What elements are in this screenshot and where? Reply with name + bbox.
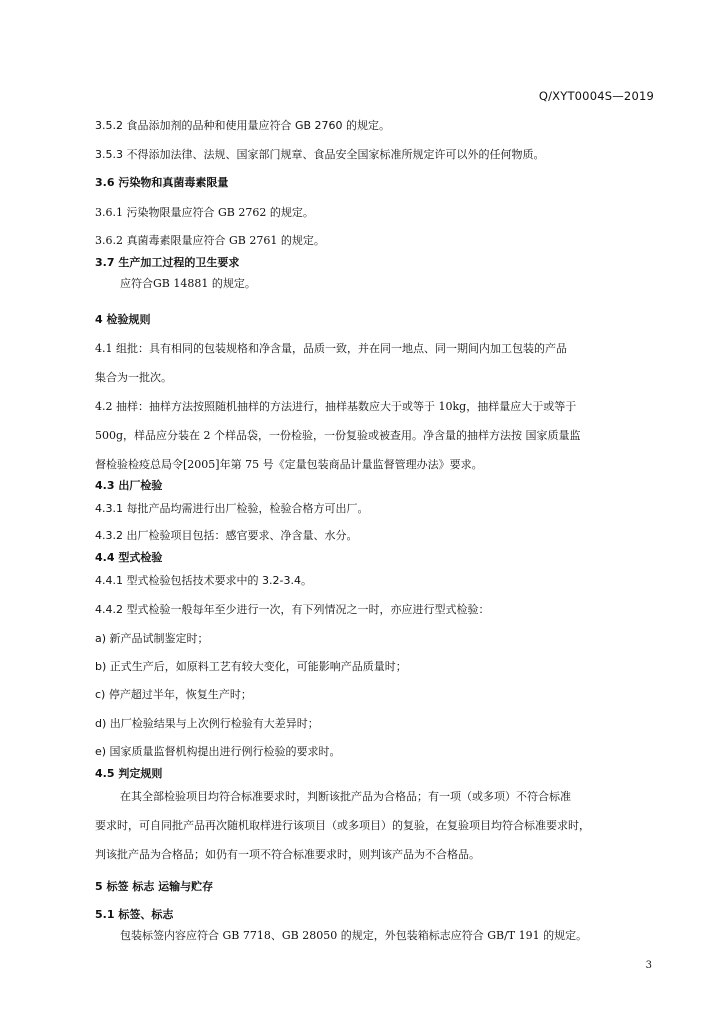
heading-5-1: 5.1 标签、标志 bbox=[95, 908, 174, 921]
clause-4-1-line-2: 集合为一批次。 bbox=[95, 371, 172, 384]
list-item-c: c) 停产超过半年，恢复生产时； bbox=[95, 688, 252, 701]
list-item-a: a) 新产品试制鉴定时； bbox=[95, 632, 209, 645]
clause-4-5-line-1: 在其全部检验项目均符合标准要求时，判断该批产品为合格品；有一项（或多项）不符合标准 bbox=[120, 790, 571, 803]
clause-4-1-line-1: 4.1 组批：具有相同的包装规格和净含量，品质一致，并在同一地点、同一期间内加工包装的产品 bbox=[95, 342, 567, 355]
clause-4-3-2: 4.3.2 出厂检验项目包括：感官要求、净含量、水分。 bbox=[95, 529, 358, 542]
clause-4-4-2: 4.4.2 型式检验一般每年至少进行一次，有下列情况之一时，亦应进行型式检验： bbox=[95, 603, 490, 616]
heading-4: 4 检验规则 bbox=[95, 313, 151, 326]
clause-4-2-line-1: 4.2 抽样：抽样方法按照随机抽样的方法进行，抽样基数应大于或等于 10kg，抽样量应大于或等于 bbox=[95, 400, 577, 413]
list-item-e: e) 国家质量监督机构提出进行例行检验的要求时。 bbox=[95, 745, 341, 758]
heading-4-5: 4.5 判定规则 bbox=[95, 767, 163, 780]
clause-5-1-text: 包装标签内容应符合 GB 7718、GB 28050 的规定，外包装箱标志应符合 GB/T 191 的规定。 bbox=[120, 929, 588, 942]
clause-4-2-line-3: 督检验检疫总局令[2005]年第 75 号《定量包装商品计量监督管理办法》要求。 bbox=[95, 458, 483, 471]
heading-3-7: 3.7 生产加工过程的卫生要求 bbox=[95, 256, 240, 269]
clause-4-5-line-2: 要求时，可自同批产品再次随机取样进行该项目（或多项目）的复验，在复验项目均符合标准要求时， bbox=[95, 819, 590, 832]
clause-4-5-line-3: 判该批产品为合格品；如仍有一项不符合标准要求时，则判该产品为不合格品。 bbox=[95, 848, 480, 861]
heading-5: 5 标签 标志 运输与贮存 bbox=[95, 880, 214, 893]
clause-3-6-2: 3.6.2 真菌毒素限量应符合 GB 2761 的规定。 bbox=[95, 234, 325, 247]
list-item-b: b) 正式生产后，如原料工艺有较大变化，可能影响产品质量时； bbox=[95, 660, 407, 673]
list-item-d: d) 出厂检验结果与上次例行检验有大差异时； bbox=[95, 717, 319, 730]
clause-3-5-2: 3.5.2 食品添加剂的品种和使用量应符合 GB 2760 的规定。 bbox=[95, 119, 391, 132]
clause-3-5-3: 3.5.3 不得添加法律、法规、国家部门规章、食品安全国家标准所规定许可以外的任何物质。 bbox=[95, 148, 545, 161]
clause-4-4-1: 4.4.1 型式检验包括技术要求中的 3.2-3.4。 bbox=[95, 574, 312, 587]
heading-3-6: 3.6 污染物和真菌毒素限量 bbox=[95, 176, 229, 189]
document-code: Q/XYT0004S—2019 bbox=[538, 89, 654, 103]
clause-3-6-1: 3.6.1 污染物限量应符合 GB 2762 的规定。 bbox=[95, 206, 314, 219]
clause-4-2-line-2: 500g，样品应分装在 2 个样品袋，一份检验，一份复验或被查用。净含量的抽样方法按 国家质量监 bbox=[95, 429, 581, 442]
page-number: 3 bbox=[645, 960, 652, 971]
clause-4-3-1: 4.3.1 每批产品均需进行出厂检验，检验合格方可出厂。 bbox=[95, 502, 369, 515]
clause-3-7-text: 应符合GB 14881 的规定。 bbox=[120, 277, 256, 290]
heading-4-3: 4.3 出厂检验 bbox=[95, 479, 163, 492]
heading-4-4: 4.4 型式检验 bbox=[95, 551, 163, 564]
